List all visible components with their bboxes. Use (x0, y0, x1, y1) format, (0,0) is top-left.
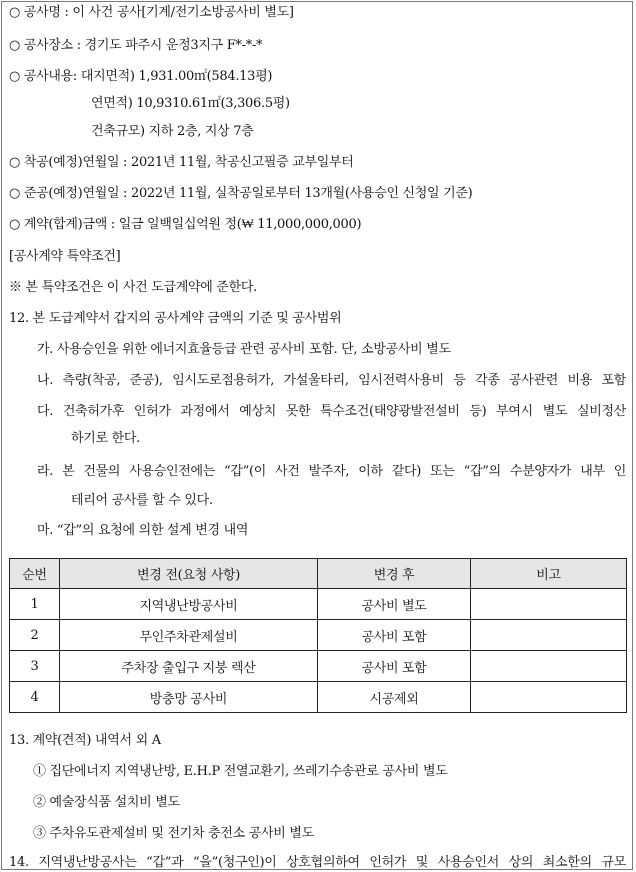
table-header-row (10, 559, 627, 589)
project-scale: 건축규모) 지하 2층, 지상 7층 (91, 124, 254, 139)
design-change-table (9, 558, 627, 713)
table-row (10, 620, 627, 651)
cell-after: 공사비 별도 (318, 589, 471, 620)
cell-before: 방충망 공사비 (60, 682, 318, 713)
clause-13-item-2: ② 예술장식품 설치비 별도 (33, 795, 180, 810)
cell-remarks (471, 682, 627, 713)
cell-before: 주차장 출입구 지붕 렉산 (60, 651, 318, 682)
project-site: ○ 공사장소 : 경기도 파주시 운정3지구 F*-*-* (9, 38, 263, 53)
table-row (10, 651, 627, 682)
clause-13-item-1: ① 집단에너지 지역냉난방, E.H.P 전열교환기, 쓰레기수송관로 공사비 별도 (33, 764, 448, 779)
project-start-date: ○ 착공(예정)연월일 : 2021년 11월, 착공신고필증 교부일부터 (9, 155, 354, 170)
cell-before: 무인주차관제설비 (60, 620, 318, 651)
cell-after: 공사비 포함 (318, 620, 471, 651)
clause-12-item-ma: 마. “갑”의 요청에 의한 설계 변경 내역 (37, 523, 249, 538)
cell-before: 지역냉난방공사비 (60, 589, 318, 620)
special-terms-title: [공사계약 특약조건] (9, 249, 121, 264)
clause-12-item-na: 나. 측량(착공, 준공), 임시도로점용허가, 가설울타리, 임시전력사용비 등 각종 공사관련 비용 포함 (37, 373, 626, 388)
clause-12-heading: 12. 본 도급계약서 갑지의 공사계약 금액의 기준 및 공사범위 (9, 311, 342, 326)
clause-12-item-da-cont: 하기로 한다. (71, 431, 140, 446)
cell-after: 공사비 포함 (318, 651, 471, 682)
header-before: 변경 전(요청 사항) (60, 559, 318, 589)
cell-remarks (471, 651, 627, 682)
project-content: ○ 공사내용: 대지면적) 1,931.00㎡(584.13평) (9, 69, 273, 84)
table-row (10, 589, 627, 620)
cell-seq: 1 (10, 589, 60, 620)
header-seq: 순번 (10, 559, 60, 589)
table-row (10, 682, 627, 713)
cell-seq: 2 (10, 620, 60, 651)
cell-seq: 4 (10, 682, 60, 713)
clause-12-item-ga: 가. 사용승인을 위한 에너지효율등급 관련 공사비 포함. 단, 소방공사비 별도 (37, 342, 451, 357)
project-completion-date: ○ 준공(예정)연월일 : 2022년 11월, 실착공일로부터 13개월(사용승인 신청일 기준) (9, 186, 473, 201)
clause-12-item-da: 다. 건축허가후 인허가 과정에서 예상치 못한 특수조건(태양광발전설비 등) 부여시 별도 실비정산 (37, 404, 626, 419)
project-floor-area: 연면적) 10,9310.61㎡(3,306.5평) (91, 96, 290, 111)
header-after: 변경 후 (318, 559, 471, 589)
clause-12-item-ra-cont: 테리어 공사를 할 수 있다. (71, 493, 213, 508)
cell-seq: 3 (10, 651, 60, 682)
cell-remarks (471, 620, 627, 651)
cell-after: 시공제외 (318, 682, 471, 713)
header-remarks: 비고 (471, 559, 627, 589)
clause-13-heading: 13. 계약(견적) 내역서 외 A (9, 733, 161, 748)
contract-amount: ○ 계약(합계)금액 : 일금 일백일십억원 정(₩ 11,000,000,000) (9, 217, 362, 232)
cell-remarks (471, 589, 627, 620)
clause-14-text: 14. 지역냉난방공사는 “갑”과 “을”(청구인)이 상호협의하여 인허가 및 사용승인서 상의 최소한의 규모 (9, 855, 626, 870)
clause-13-item-3: ③ 주차유도관제설비 및 전기차 충전소 공사비 별도 (33, 826, 314, 841)
clause-12-item-ra: 라. 본 건물의 사용승인전에는 “갑”(이 사건 발주자, 이하 같다) 또는 “갑”의 수분양자가 내부 인 (37, 464, 626, 479)
special-terms-note: ※ 본 특약조건은 이 사건 도급계약에 준한다. (9, 280, 257, 295)
project-name: ○ 공사명 : 이 사건 공사[기계/전기소방공사비 별도] (9, 5, 294, 20)
